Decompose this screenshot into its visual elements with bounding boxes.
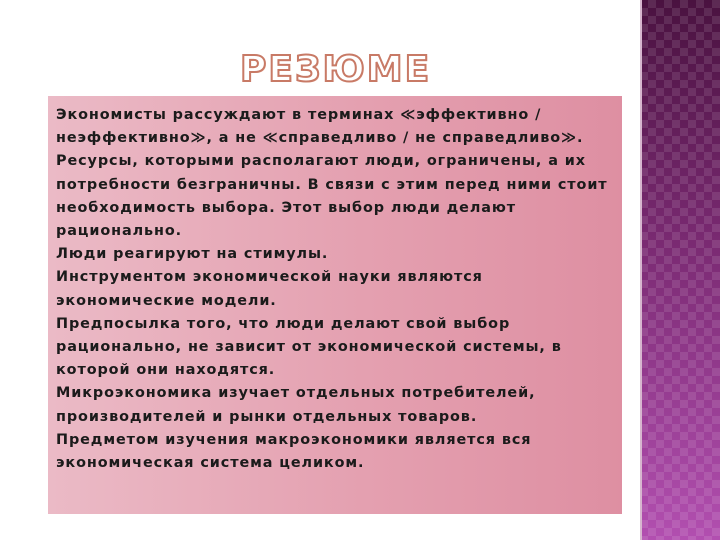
body-text — [56, 104, 614, 475]
decorative-divider — [640, 0, 642, 540]
paragraph-7: Предметом изучения макроэкономики является вся экономическая система целиком. — [56, 431, 532, 472]
paragraph-3: Люди реагируют на стимулы. — [56, 246, 329, 263]
slide-title: РЕЗЮМЕ — [240, 49, 432, 90]
title-container — [240, 50, 540, 100]
paragraph-4: Инструментом экономической науки являются экономические модели. — [56, 269, 483, 309]
decorative-side-panel — [640, 0, 720, 540]
paragraph-6: Микроэкономика изучает отдельных потребителей, производителей и рынки отдельных товаров. — [56, 385, 536, 425]
content-box — [48, 96, 622, 514]
paragraph-1: Экономисты рассуждают в терминах ≪эффективно / неэффективно≫, а не ≪справедливо / не справедливо≫. — [56, 107, 584, 147]
paragraph-5: Предпосылка того, что люди делают свой выбор рационально, не зависит от экономической системы, в которой они находятся. — [56, 315, 562, 379]
paragraph-2: Ресурсы, которыми располагают люди, ограничены, а их потребности безграничны. В связи с этим перед ними стоит необходимость выбора. Этот выбор люди делают рационально. — [56, 153, 608, 240]
